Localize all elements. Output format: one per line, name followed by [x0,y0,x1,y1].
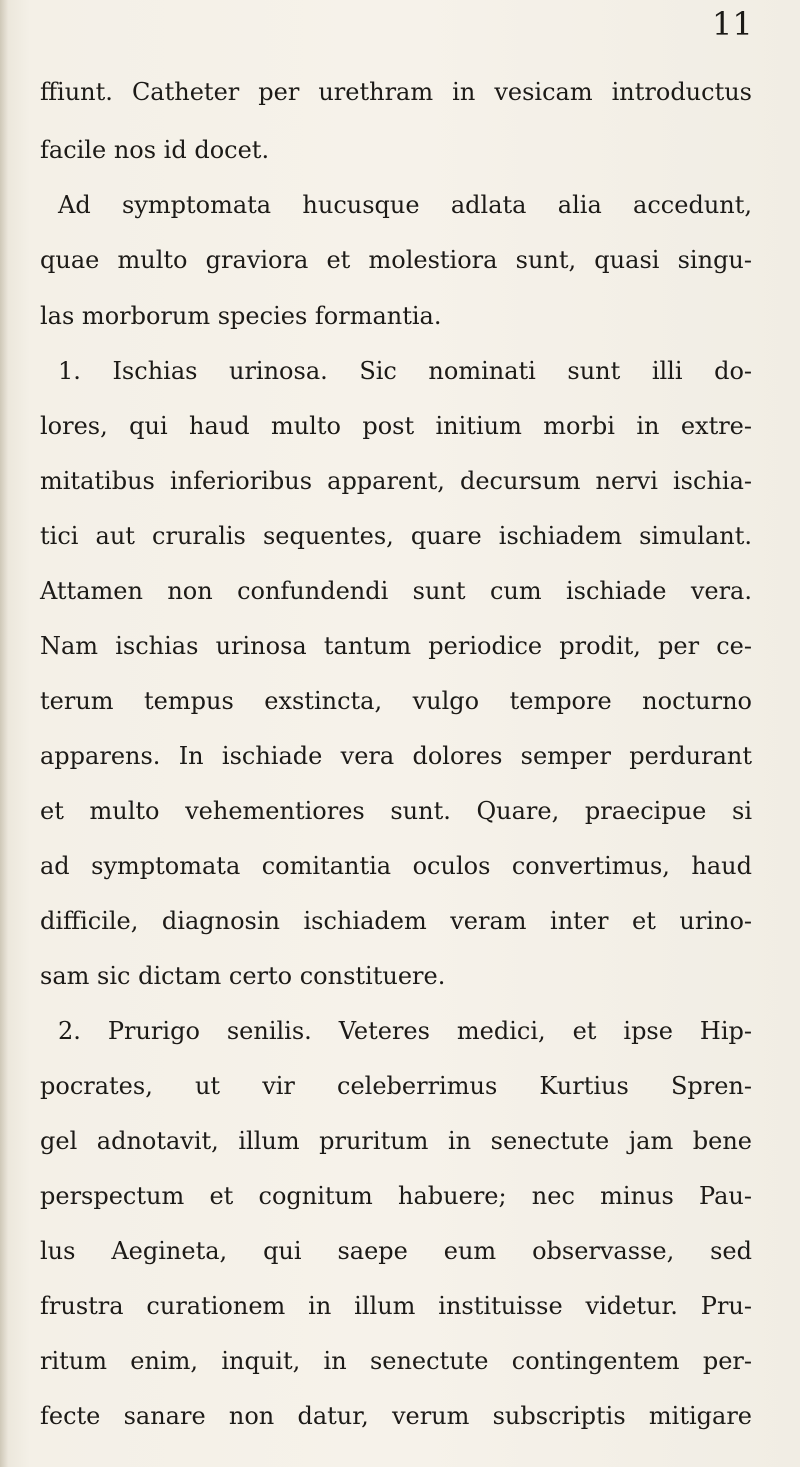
text-line: perspectum et cognitum habuere; nec minus Pau- [40,1182,752,1210]
text-line: pocrates, ut vir celeberrimus Kurtius Spren- [40,1072,752,1100]
text-line: apparens. In ischiade vera dolores semper perdurant [40,742,752,770]
text-line: difficile, diagnosin ischiadem veram inter et urino- [40,907,752,935]
text-line: mitatibus inferioribus apparent, decursum nervi ischia- [40,467,752,495]
page-number: 11 [712,5,753,43]
text-line: lores, qui haud multo post initium morbi in extre- [40,412,752,440]
text-line: frustra curationem in illum instituisse videtur. Pru- [40,1292,752,1320]
text-line: ad symptomata comitantia oculos convertimus, haud [40,852,752,880]
text-line: las morborum species formantia. [40,302,442,330]
text-line: ffiunt. Catheter per urethram in vesicam introductus [40,78,752,106]
text-line: fecte sanare non datur, verum subscriptis mitigare [40,1402,752,1430]
text-line: terum tempus exstincta, vulgo tempore nocturno [40,687,752,715]
text-line: Nam ischias urinosa tantum periodice prodit, per ce- [40,632,752,660]
text-line: tici aut cruralis sequentes, quare ischiadem simulant. [40,522,752,550]
text-line: lus Aegineta, qui saepe eum observasse, sed [40,1237,752,1265]
text-line: facile nos id docet. [40,136,270,164]
book-gutter [0,0,8,1467]
text-line: 1. Ischias urinosa. Sic nominati sunt illi do- [58,357,752,385]
text-line: ritum enim, inquit, in senectute contingentem per- [40,1347,752,1375]
text-line: gel adnotavit, illum pruritum in senectute jam bene [40,1127,752,1155]
text-line: Attamen non confundendi sunt cum ischiade vera. [40,577,752,605]
text-line: 2. Prurigo senilis. Veteres medici, et ipse Hip- [58,1017,752,1045]
text-line: sam sic dictam certo constituere. [40,962,446,990]
text-line: quae multo graviora et molestiora sunt, quasi singu- [40,246,752,274]
text-line: Ad symptomata hucusque adlata alia accedunt, [58,191,752,219]
text-line: et multo vehementiores sunt. Quare, praecipue si [40,797,752,825]
